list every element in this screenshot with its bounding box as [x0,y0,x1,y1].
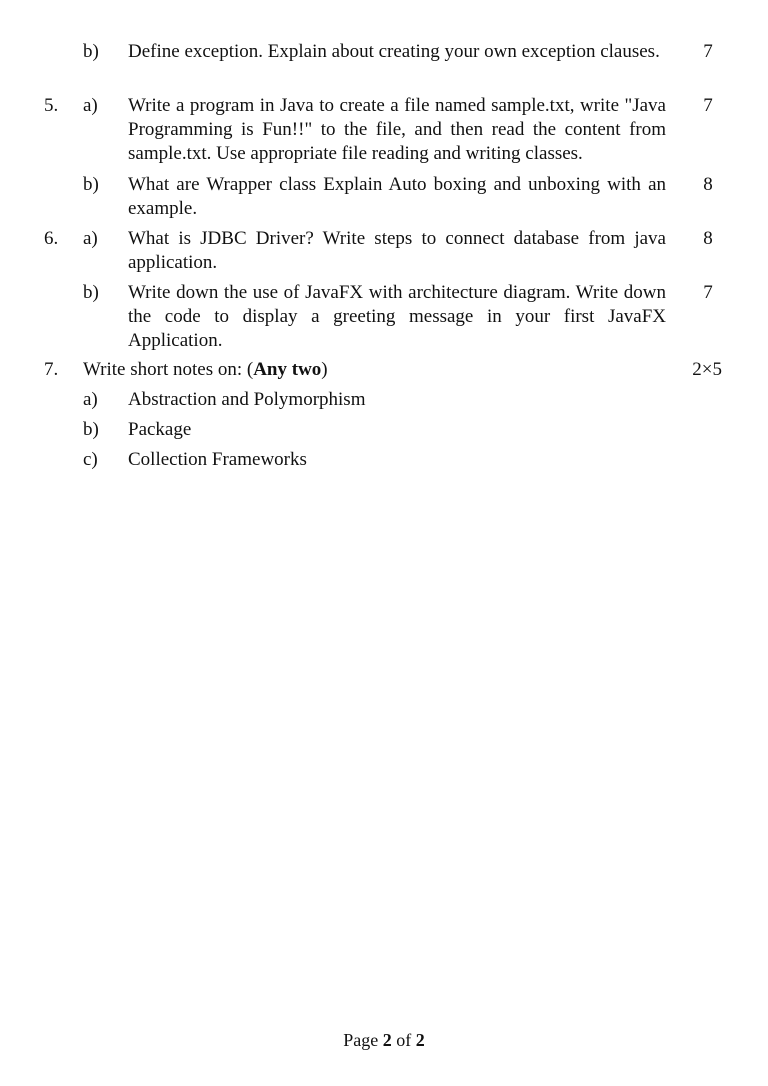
sub-label: b) [83,282,99,303]
question-marks: 2×5 [692,359,722,380]
question-text: Abstraction and Polymorphism [128,389,366,410]
question-marks: 7 [703,41,713,62]
sub-label: a) [83,389,98,410]
question-number: 7. [44,359,59,380]
question-text-emphasis: Any two [253,359,322,380]
question-text [83,358,643,382]
page-footer [0,1028,768,1052]
question-text: What are Wrapper class Explain Auto boxing and unboxing with an example. [128,174,666,219]
footer-prefix: Page [343,1030,383,1050]
question-text-end: ) [321,359,328,380]
question-text: Define exception. Explain about creating your own exception clauses. [128,41,660,62]
question-text: Write a program in Java to create a file named sample.txt, write "Java Programming is Fun!!" to the file, and then read the content from sample.txt. Use appropriate file reading and writing classes. [128,95,666,164]
question-number: 6. [44,228,59,249]
question-marks: 7 [703,95,713,116]
question-number: 5. [44,95,59,116]
question-text: Collection Frameworks [128,449,307,470]
sub-label: c) [83,449,98,470]
sub-label: a) [83,228,98,249]
question-marks: 8 [703,228,713,249]
footer-page-number: 2 [382,1030,392,1050]
question-text: What is JDBC Driver? Write steps to connect database from java application. [128,228,666,273]
question-text-start: Write short notes on: ( [83,359,254,380]
question-text: Package [128,419,192,440]
footer-page-total: 2 [415,1030,425,1050]
question-text: Write down the use of JavaFX with architecture diagram. Write down the code to display a greeting message in your first JavaFX Application. [128,282,666,351]
question-marks: 8 [703,174,713,195]
sub-label: b) [83,419,99,440]
sub-label: b) [83,174,99,195]
footer-middle: of [391,1030,416,1050]
sub-label: b) [83,41,99,62]
sub-label: a) [83,95,98,116]
question-marks: 7 [703,282,713,303]
